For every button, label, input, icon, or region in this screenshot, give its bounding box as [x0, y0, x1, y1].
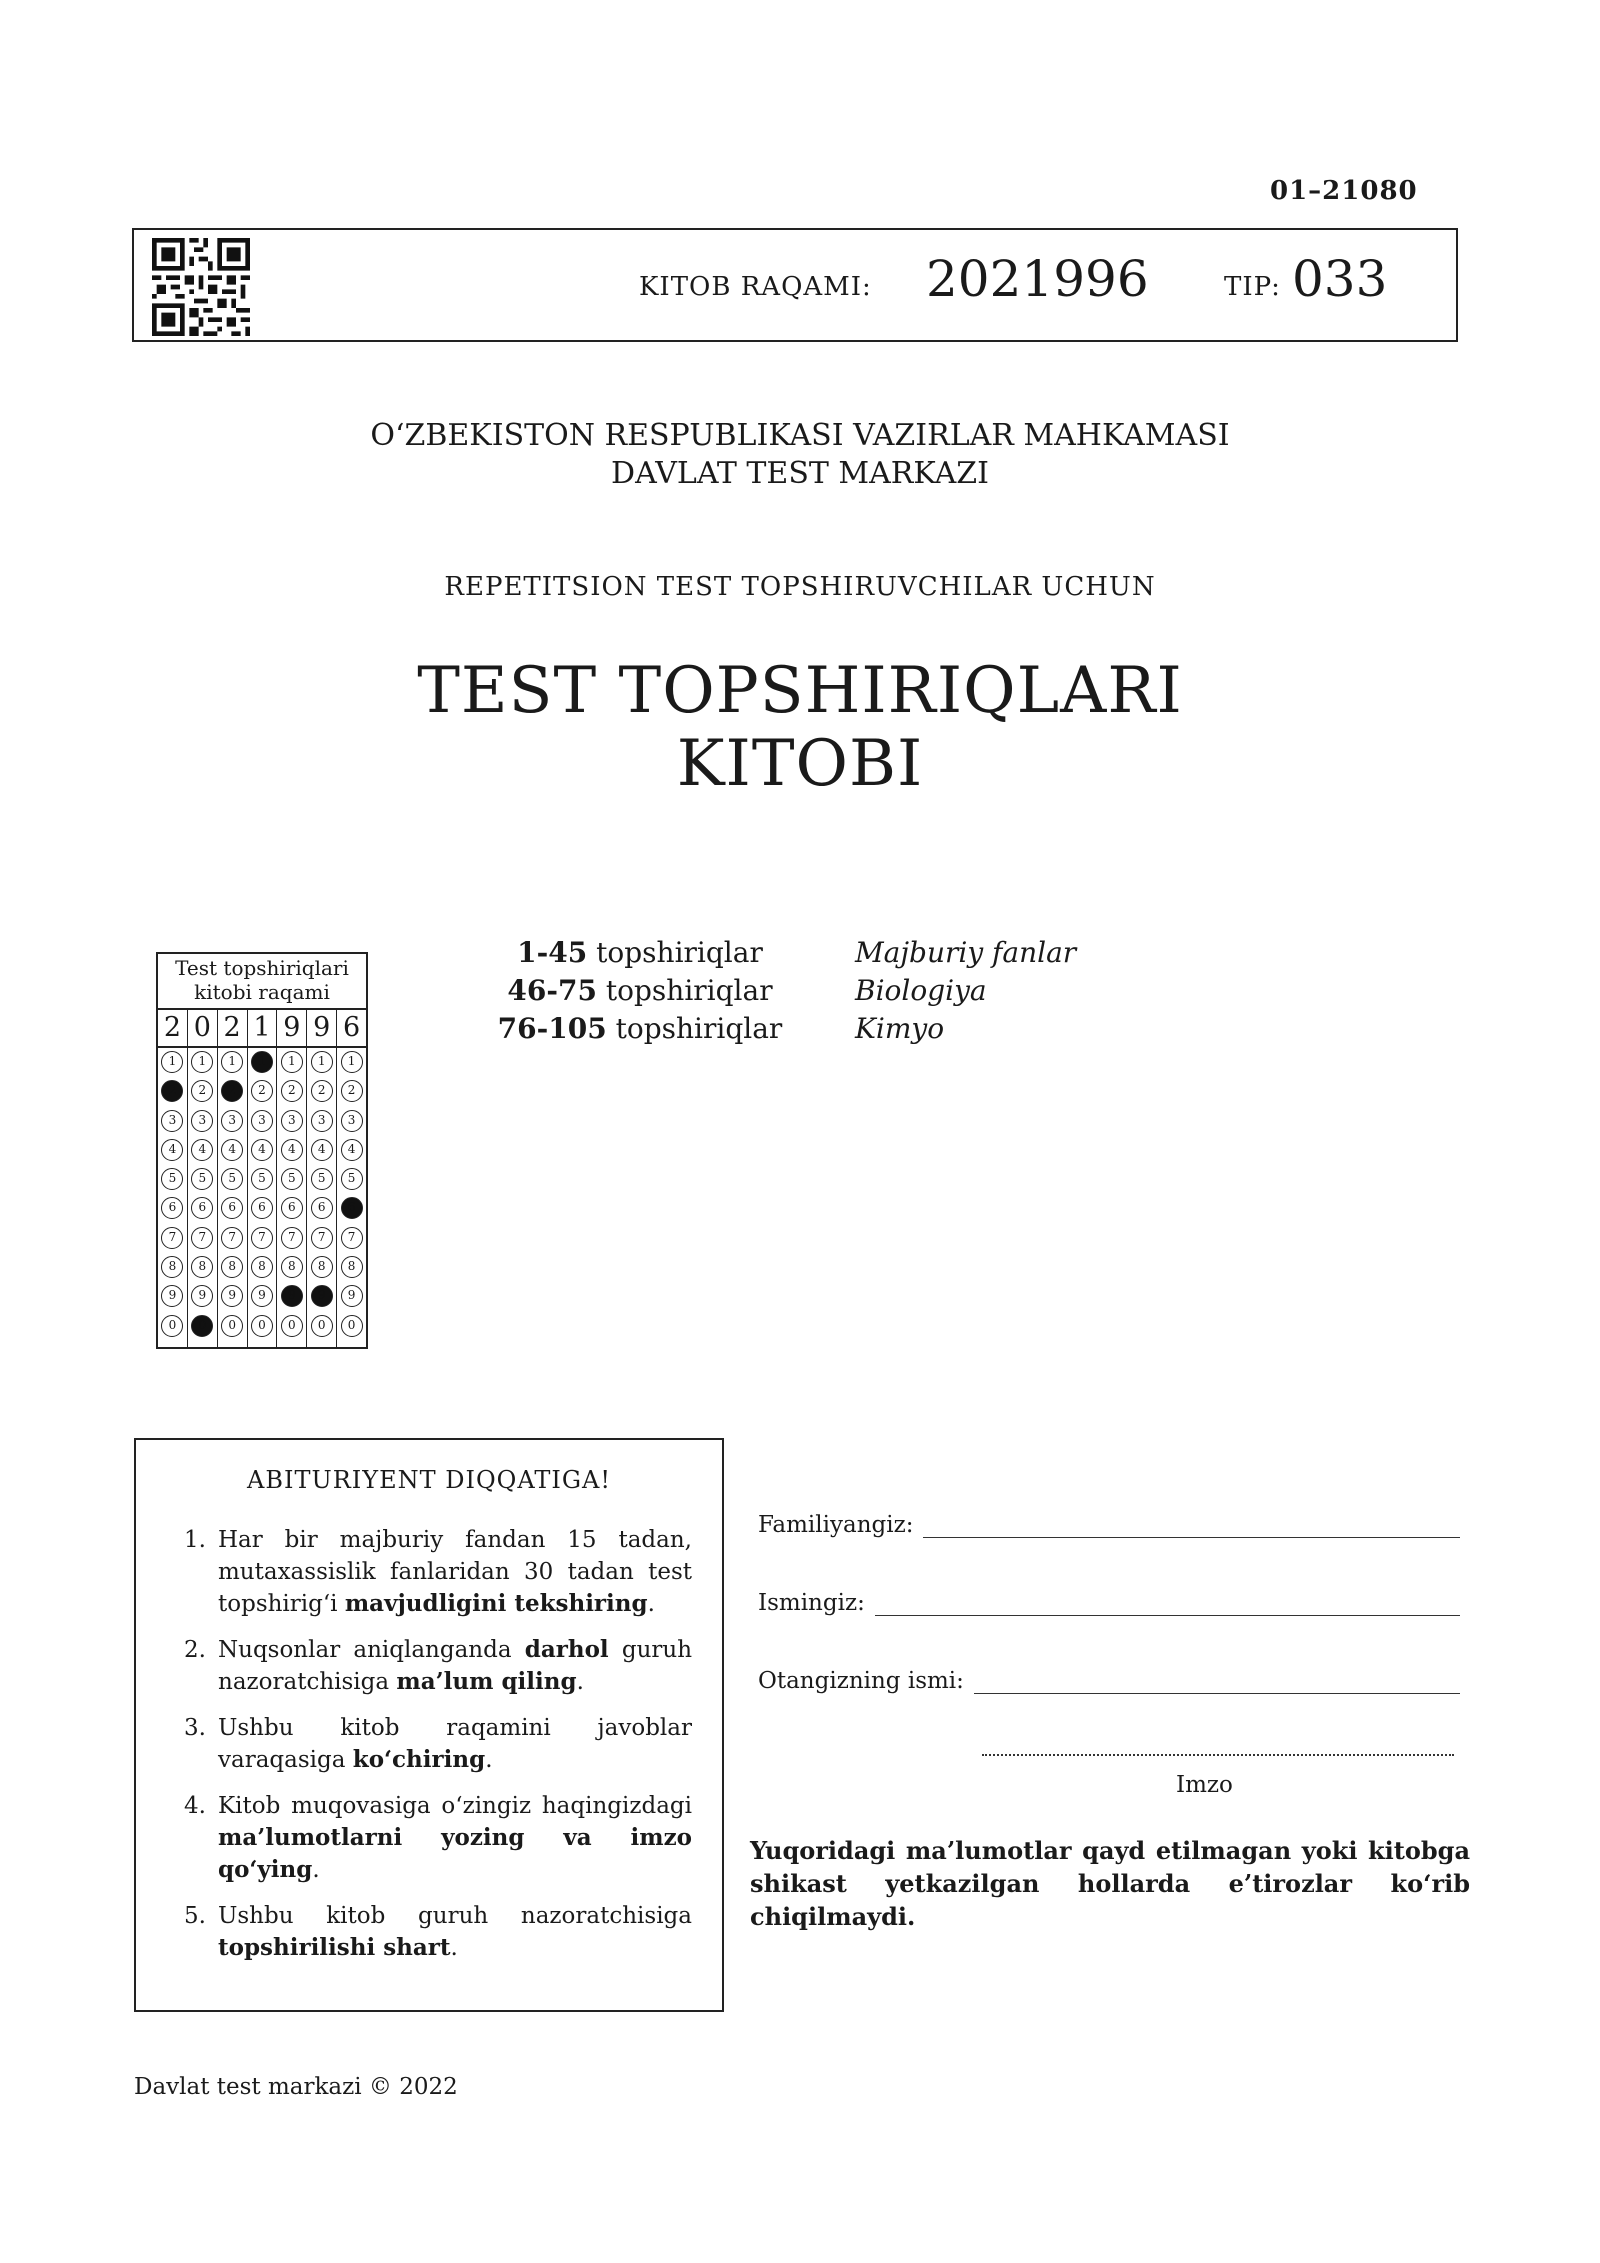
- bubble[interactable]: 8: [341, 1256, 363, 1278]
- bubble[interactable]: 0: [311, 1315, 333, 1337]
- bubble[interactable]: 1: [191, 1051, 213, 1073]
- notice-text: Har bir majburiy fandan 15 tadan, mutaxassislik fanlaridan 30 tadan test topshirig‘i: [218, 1527, 692, 1617]
- bubble-column: [337, 1048, 366, 1347]
- notice-title: ABITURIYENT DIQQATIGA!: [247, 1466, 611, 1494]
- bubble[interactable]: 6: [311, 1197, 333, 1219]
- bubble[interactable]: 1: [221, 1051, 243, 1073]
- bubble[interactable]: 8: [161, 1256, 183, 1278]
- bubble[interactable]: 0: [221, 1315, 243, 1337]
- grid-digit: 0: [188, 1010, 218, 1046]
- bubble[interactable]: 6: [281, 1197, 303, 1219]
- bubble[interactable]: 3: [191, 1110, 213, 1132]
- grid-digit: 6: [342, 1012, 361, 1043]
- bubble-filled[interactable]: 9: [311, 1285, 333, 1307]
- book-number-grid: [156, 952, 368, 1349]
- bubble[interactable]: 2: [191, 1080, 213, 1102]
- kitob-raqami-label: KITOB RAQAMI:: [639, 272, 872, 302]
- bubble[interactable]: 9: [221, 1285, 243, 1307]
- notice-tail: .: [576, 1669, 584, 1695]
- bubble[interactable]: 0: [251, 1315, 273, 1337]
- personal-info-fields: [758, 1500, 1460, 1734]
- bubble[interactable]: 6: [221, 1197, 243, 1219]
- bubble[interactable]: 1: [341, 1051, 363, 1073]
- bubble[interactable]: 7: [161, 1227, 183, 1249]
- bubble[interactable]: 4: [191, 1139, 213, 1161]
- notice-text: Ushbu kitob guruh nazoratchisiga: [218, 1903, 692, 1929]
- familiya-line[interactable]: [923, 1519, 1460, 1538]
- bubble[interactable]: 3: [221, 1110, 243, 1132]
- bubble[interactable]: 2: [281, 1080, 303, 1102]
- notice-list: [184, 1524, 692, 1978]
- bubble[interactable]: 1: [311, 1051, 333, 1073]
- notice-bold: ko‘chiring: [352, 1746, 486, 1773]
- notice-mid: guruh nazoratchisiga: [218, 1637, 693, 1695]
- bubble[interactable]: 8: [311, 1256, 333, 1278]
- document-code: 01–21080: [1270, 176, 1418, 206]
- bubble[interactable]: 6: [251, 1197, 273, 1219]
- notice-item: [184, 1790, 692, 1886]
- notice-tail: .: [485, 1747, 493, 1773]
- bubble[interactable]: 3: [251, 1110, 273, 1132]
- bubble[interactable]: 4: [221, 1139, 243, 1161]
- grid-digit: 9: [277, 1010, 307, 1046]
- notice-item: [184, 1634, 692, 1698]
- bubble[interactable]: 4: [161, 1139, 183, 1161]
- bubble-filled[interactable]: 2: [161, 1080, 183, 1102]
- bubble[interactable]: 6: [161, 1197, 183, 1219]
- bubble-columns: [158, 1048, 366, 1347]
- bubble[interactable]: 2: [251, 1080, 273, 1102]
- bubble[interactable]: 9: [161, 1285, 183, 1307]
- grid-header-line-2: kitobi raqami: [194, 980, 330, 1004]
- bubble[interactable]: 8: [191, 1256, 213, 1278]
- bubble[interactable]: 4: [311, 1139, 333, 1161]
- bubble[interactable]: 2: [311, 1080, 333, 1102]
- bubble-filled[interactable]: 0: [191, 1315, 213, 1337]
- bubble-filled[interactable]: 1: [251, 1051, 273, 1073]
- notice-item-text: [218, 1634, 692, 1698]
- bubble[interactable]: 1: [281, 1051, 303, 1073]
- bubble[interactable]: 8: [281, 1256, 303, 1278]
- bubble-filled[interactable]: 6: [341, 1197, 363, 1219]
- bubble[interactable]: 2: [341, 1080, 363, 1102]
- tip-value: 033: [1292, 250, 1388, 308]
- notice-text: Kitob muqovasiga o‘zingiz haqingizdagi: [218, 1793, 692, 1819]
- grid-digits-row: [158, 1010, 366, 1048]
- signature-label: Imzo: [1176, 1772, 1233, 1798]
- ism-label: Ismingiz:: [758, 1590, 865, 1616]
- bubble[interactable]: 9: [191, 1285, 213, 1307]
- notice-box: [134, 1438, 724, 2012]
- range-subject: Biologiya: [855, 974, 987, 1007]
- bubble[interactable]: 3: [161, 1110, 183, 1132]
- task-ranges: [440, 934, 1076, 1048]
- ism-line[interactable]: [875, 1597, 1460, 1616]
- notice-item: [184, 1900, 692, 1964]
- tip-label: TIP:: [1224, 272, 1281, 302]
- bubble[interactable]: 9: [251, 1285, 273, 1307]
- range-subject: Majburiy fanlar: [855, 936, 1077, 969]
- range-word: topshiriqlar: [605, 974, 773, 1007]
- notice-text: Nuqsonlar aniqlanganda: [218, 1637, 525, 1663]
- subtitle: REPETITSION TEST TOPSHIRUVCHILAR UCHUN: [444, 572, 1156, 602]
- bubble[interactable]: 4: [281, 1139, 303, 1161]
- notice-item-number: 5.: [184, 1903, 206, 1929]
- bubble-filled[interactable]: 9: [281, 1285, 303, 1307]
- bubble[interactable]: 5: [191, 1168, 213, 1190]
- familiya-field[interactable]: [758, 1500, 1460, 1538]
- notice-item-text: [218, 1524, 692, 1620]
- bubble-column: [277, 1048, 307, 1347]
- bubble[interactable]: 5: [221, 1168, 243, 1190]
- bubble[interactable]: 5: [341, 1168, 363, 1190]
- bubble[interactable]: 4: [251, 1139, 273, 1161]
- title-line-1: TEST TOPSHIRIQLARI: [417, 654, 1183, 728]
- familiya-label: Familiyangiz:: [758, 1512, 914, 1538]
- bubble-column: [218, 1048, 248, 1347]
- bubble[interactable]: 5: [161, 1168, 183, 1190]
- notice-bold: mavjudligini tekshiring: [344, 1590, 648, 1617]
- bubble-column: [307, 1048, 337, 1347]
- notice-item-number: 3.: [184, 1715, 206, 1741]
- grid-digit: 9: [307, 1010, 337, 1046]
- organization-line-2: DAVLAT TEST MARKAZI: [611, 456, 989, 491]
- bubble[interactable]: 7: [221, 1227, 243, 1249]
- range-row: [440, 934, 1076, 972]
- bubble[interactable]: 7: [311, 1227, 333, 1249]
- organization-line-1: O‘ZBEKISTON RESPUBLIKASI VAZIRLAR MAHKAMASI: [370, 418, 1230, 453]
- notice-item-text: [218, 1712, 692, 1776]
- grid-digit: 2: [158, 1010, 188, 1046]
- notice-bold: ma’lum qiling: [396, 1668, 577, 1695]
- bubble[interactable]: 5: [281, 1168, 303, 1190]
- bubble-filled[interactable]: 2: [221, 1080, 243, 1102]
- bubble[interactable]: 7: [251, 1227, 273, 1249]
- range-word: topshiriqlar: [615, 1012, 783, 1045]
- range-numbers: 46-75: [507, 974, 597, 1007]
- bubble-column: [158, 1048, 188, 1347]
- bubble[interactable]: 3: [311, 1110, 333, 1132]
- bubble[interactable]: 3: [281, 1110, 303, 1132]
- bubble-column: [188, 1048, 218, 1347]
- range-row: [440, 1010, 1076, 1048]
- bubble[interactable]: 8: [251, 1256, 273, 1278]
- notice-text: Ushbu kitob raqamini javoblar varaqasiga: [218, 1715, 692, 1773]
- bubble[interactable]: 0: [281, 1315, 303, 1337]
- otasining-ismi-label: Otangizning ismi:: [758, 1668, 964, 1694]
- range-numbers: 1-45: [517, 936, 588, 969]
- grid-digit: 1: [248, 1010, 278, 1046]
- ism-field[interactable]: [758, 1578, 1460, 1616]
- notice-item-number: 4.: [184, 1793, 206, 1819]
- bubble[interactable]: 0: [161, 1315, 183, 1337]
- bubble[interactable]: 3: [341, 1110, 363, 1132]
- notice-item: [184, 1524, 692, 1620]
- title-line-2: KITOBI: [676, 727, 924, 801]
- bubble[interactable]: 8: [221, 1256, 243, 1278]
- notice-bold: topshirilishi shart: [218, 1934, 451, 1961]
- grid-header-line-1: Test topshiriqlari: [175, 956, 349, 980]
- bubble[interactable]: 0: [341, 1315, 363, 1337]
- bubble[interactable]: 4: [341, 1139, 363, 1161]
- otasining-ismi-field[interactable]: [758, 1656, 1460, 1694]
- range-numbers: 76-105: [497, 1012, 607, 1045]
- range-word: topshiriqlar: [596, 936, 763, 969]
- kitob-raqami-value: 2021996: [926, 250, 1149, 308]
- warning-text: Yuqoridagi ma’lumotlar qayd etilmagan yoki kitobga shikast yetkazilgan hollarda e’tirozlar ko‘rib chiqilmaydi.: [750, 1836, 1470, 1931]
- notice-item: [184, 1712, 692, 1776]
- qr-code-icon: [152, 236, 250, 338]
- notice-item-number: 1.: [184, 1527, 206, 1553]
- bubble[interactable]: 7: [191, 1227, 213, 1249]
- otasining-ismi-line[interactable]: [974, 1675, 1460, 1694]
- notice-tail: .: [450, 1935, 458, 1961]
- notice-bold: darhol: [524, 1636, 609, 1663]
- signature-line[interactable]: [982, 1740, 1454, 1756]
- header-box: [132, 228, 1458, 342]
- grid-header: [158, 954, 366, 1010]
- bubble[interactable]: 9: [341, 1285, 363, 1307]
- notice-item-text: [218, 1900, 692, 1964]
- bubble[interactable]: 5: [251, 1168, 273, 1190]
- bubble-column: [248, 1048, 278, 1347]
- footer-copyright: Davlat test markazi © 2022: [134, 2074, 458, 2100]
- grid-digit: 2: [218, 1010, 248, 1046]
- notice-bold: ma’lumotlarni yozing va imzo qo‘ying: [218, 1824, 692, 1883]
- bubble[interactable]: 7: [341, 1227, 363, 1249]
- bubble[interactable]: 6: [191, 1197, 213, 1219]
- range-subject: Kimyo: [855, 1012, 945, 1045]
- range-row: [440, 972, 1076, 1010]
- notice-tail: .: [312, 1857, 320, 1883]
- notice-tail: .: [647, 1591, 655, 1617]
- bubble[interactable]: 7: [281, 1227, 303, 1249]
- bubble[interactable]: 5: [311, 1168, 333, 1190]
- notice-item-text: [218, 1790, 692, 1886]
- bubble[interactable]: 1: [161, 1051, 183, 1073]
- notice-item-number: 2.: [184, 1637, 206, 1663]
